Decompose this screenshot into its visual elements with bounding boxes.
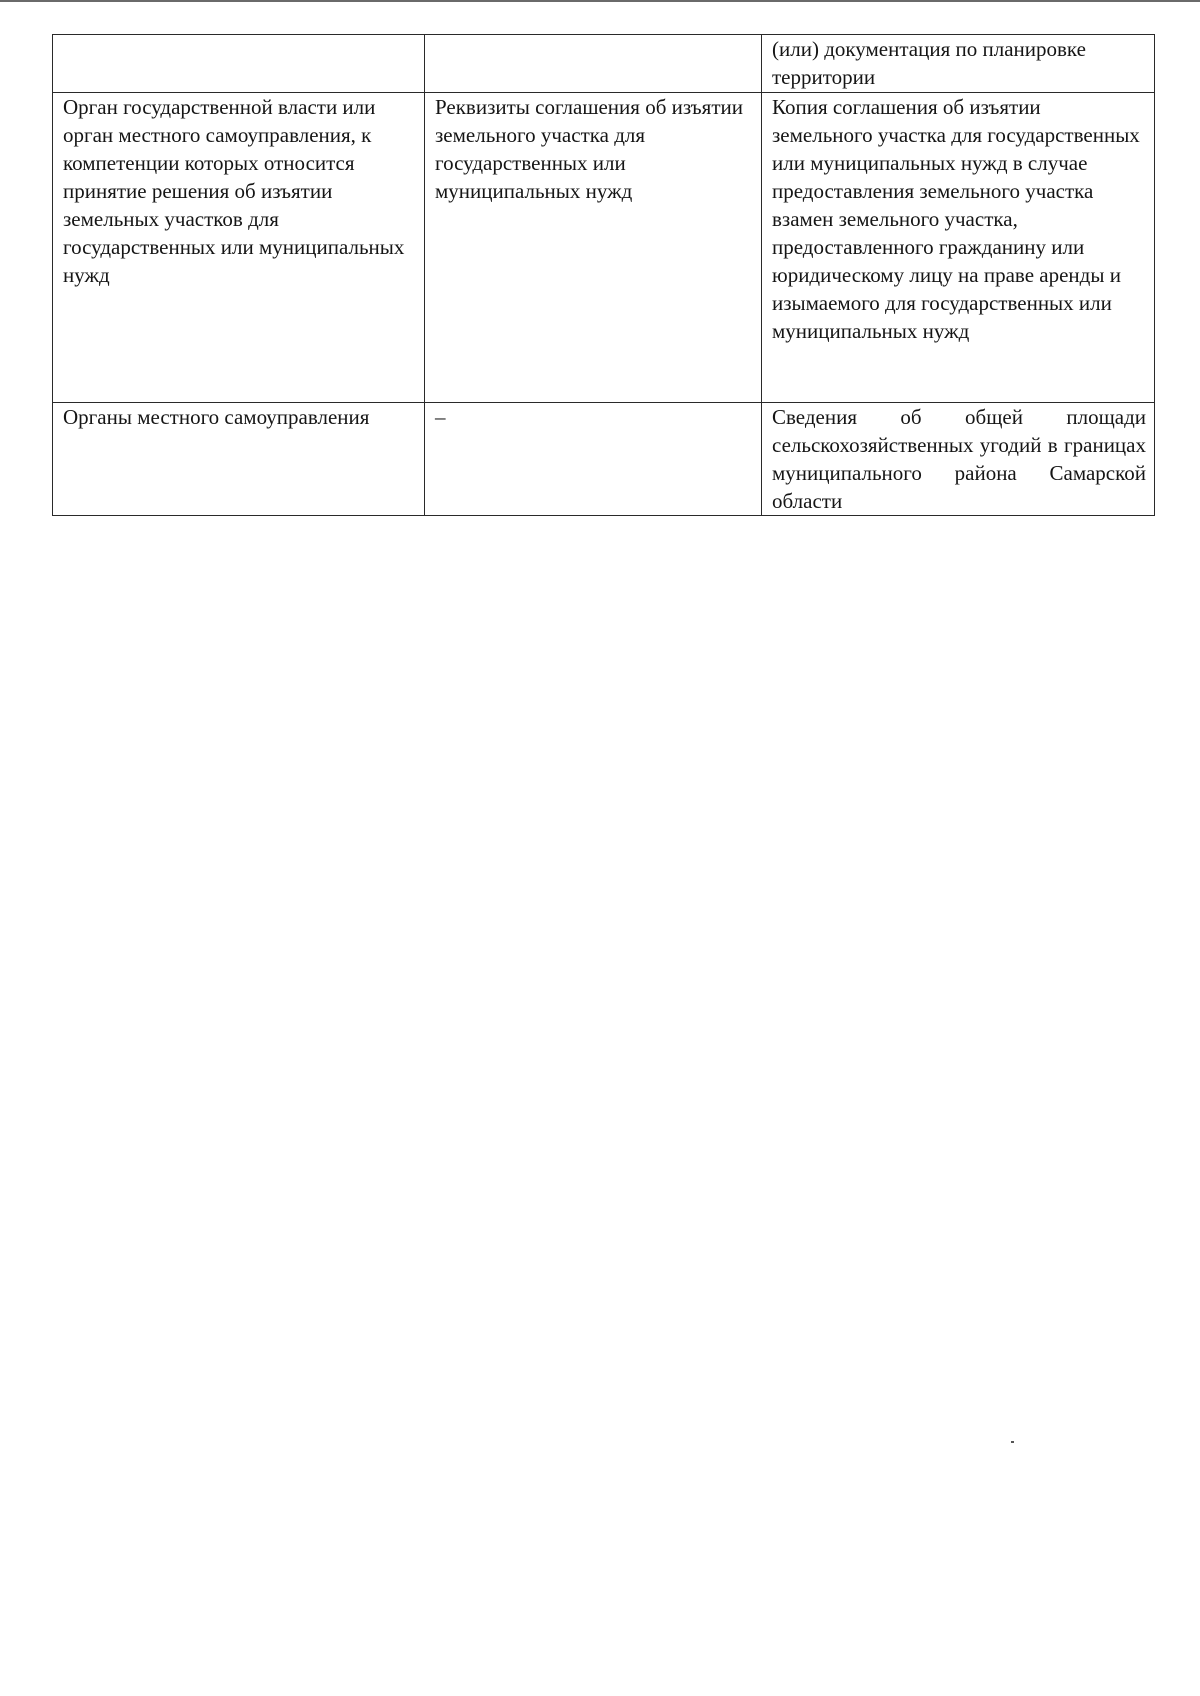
table-row xyxy=(53,403,1155,516)
table-row xyxy=(53,93,1155,403)
table-cell-documents: Сведения об общей площади сельскохозяйственных угодий в границах муниципального района Самарской области xyxy=(762,403,1155,516)
table-cell-authority xyxy=(53,35,425,93)
table-row xyxy=(53,35,1155,93)
table-cell-authority: Органы местного самоуправления xyxy=(53,403,425,516)
table-cell-details: Реквизиты соглашения об изъятии земельного участка для государственных или муниципальных нужд xyxy=(425,93,762,403)
scan-speck xyxy=(1011,1441,1014,1443)
table-cell-documents: (или) документация по планировке территории xyxy=(762,35,1155,93)
requirements-table xyxy=(52,34,1155,516)
table-cell-authority: Орган государственной власти или орган местного самоуправления, к компетенции которых относится принятие решения об изъятии земельных участков для государственных или муниципальных нужд xyxy=(53,93,425,403)
table-cell-documents: Копия соглашения об изъятии земельного участка для государственных или муниципальных нужд в случае предоставления земельного участка взамен земельного участка, предоставленного гражданину или юридическому лицу на праве аренды и изымаемого для государственных или муниципальных нужд xyxy=(762,93,1155,403)
table-cell-details xyxy=(425,35,762,93)
top-edge-rule xyxy=(0,0,1200,2)
table-cell-details: – xyxy=(425,403,762,516)
